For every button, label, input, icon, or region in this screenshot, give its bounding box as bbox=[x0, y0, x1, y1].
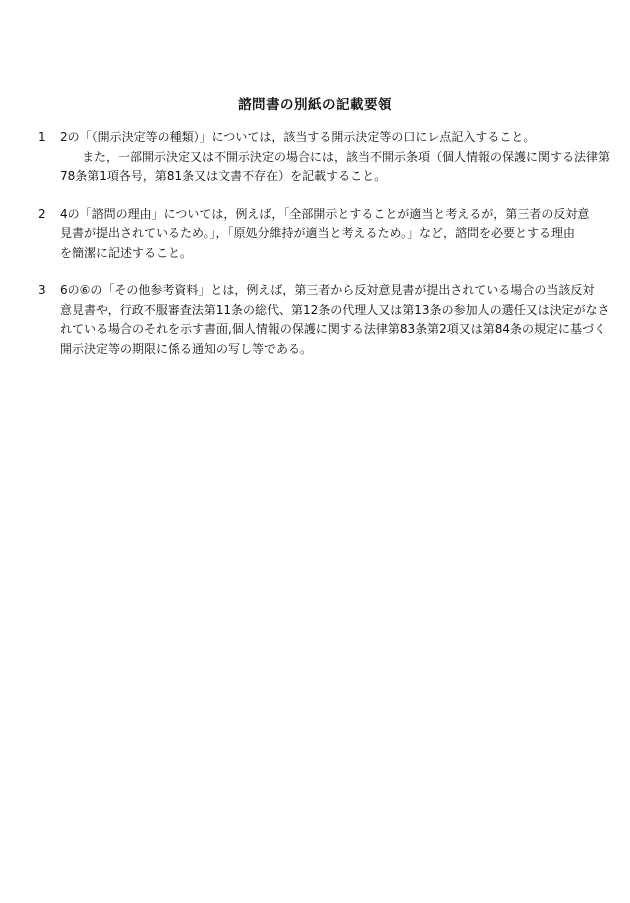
item-3-line-2: 意見書や，行政不服審査法第11条の総代、第12条の代理人又は第13条の参加人の選任又は決定がなさ bbox=[60, 302, 610, 317]
item-number: 2 bbox=[38, 206, 46, 221]
item-1-line-3: 78条第1項各号，第81条又は文書不存在）を記載すること。 bbox=[60, 169, 387, 183]
instruction-item-2 bbox=[38, 205, 598, 264]
item-3-line-3: れている場合のそれを示す書面,個人情報の保護に関する法律第83条第2項又は第84条の規定に基づく bbox=[60, 322, 606, 336]
item-2-line-3: を簡潔に記述すること。 bbox=[60, 245, 193, 260]
document-title: 諮問書の別紙の記載要領 bbox=[238, 97, 392, 113]
item-number: 1 bbox=[38, 130, 46, 144]
item-3-line-4: 開示決定等の期限に係る通知の写し等である。 bbox=[60, 341, 313, 356]
item-number: 3 bbox=[38, 283, 46, 297]
item-2-line-1: 4の「諮問の理由」については，例えば，「全部開示とすることが適当と考えるが，第三者の反対意 bbox=[60, 206, 590, 221]
item-2-line-2: 見書が提出されているため。」，「原処分維持が適当と考えるため。」など，諮問を必要とする理由 bbox=[60, 226, 576, 240]
instruction-item-3 bbox=[38, 281, 610, 359]
item-1-line-2: また，一部開示決定又は不開示決定の場合には，該当不開示条項（個人情報の保護に関する法律第 bbox=[82, 149, 611, 164]
instruction-item-1 bbox=[38, 128, 611, 187]
item-1-line-1: 2の「（開示決定等の種類）」については，該当する開示決定等の口にレ点記入すること。 bbox=[60, 130, 536, 144]
instruction-list bbox=[38, 128, 611, 377]
item-3-line-1: 6の⑥の「その他参考資料」とは，例えば，第三者から反対意見書が提出されている場合の当該反対 bbox=[60, 283, 595, 297]
